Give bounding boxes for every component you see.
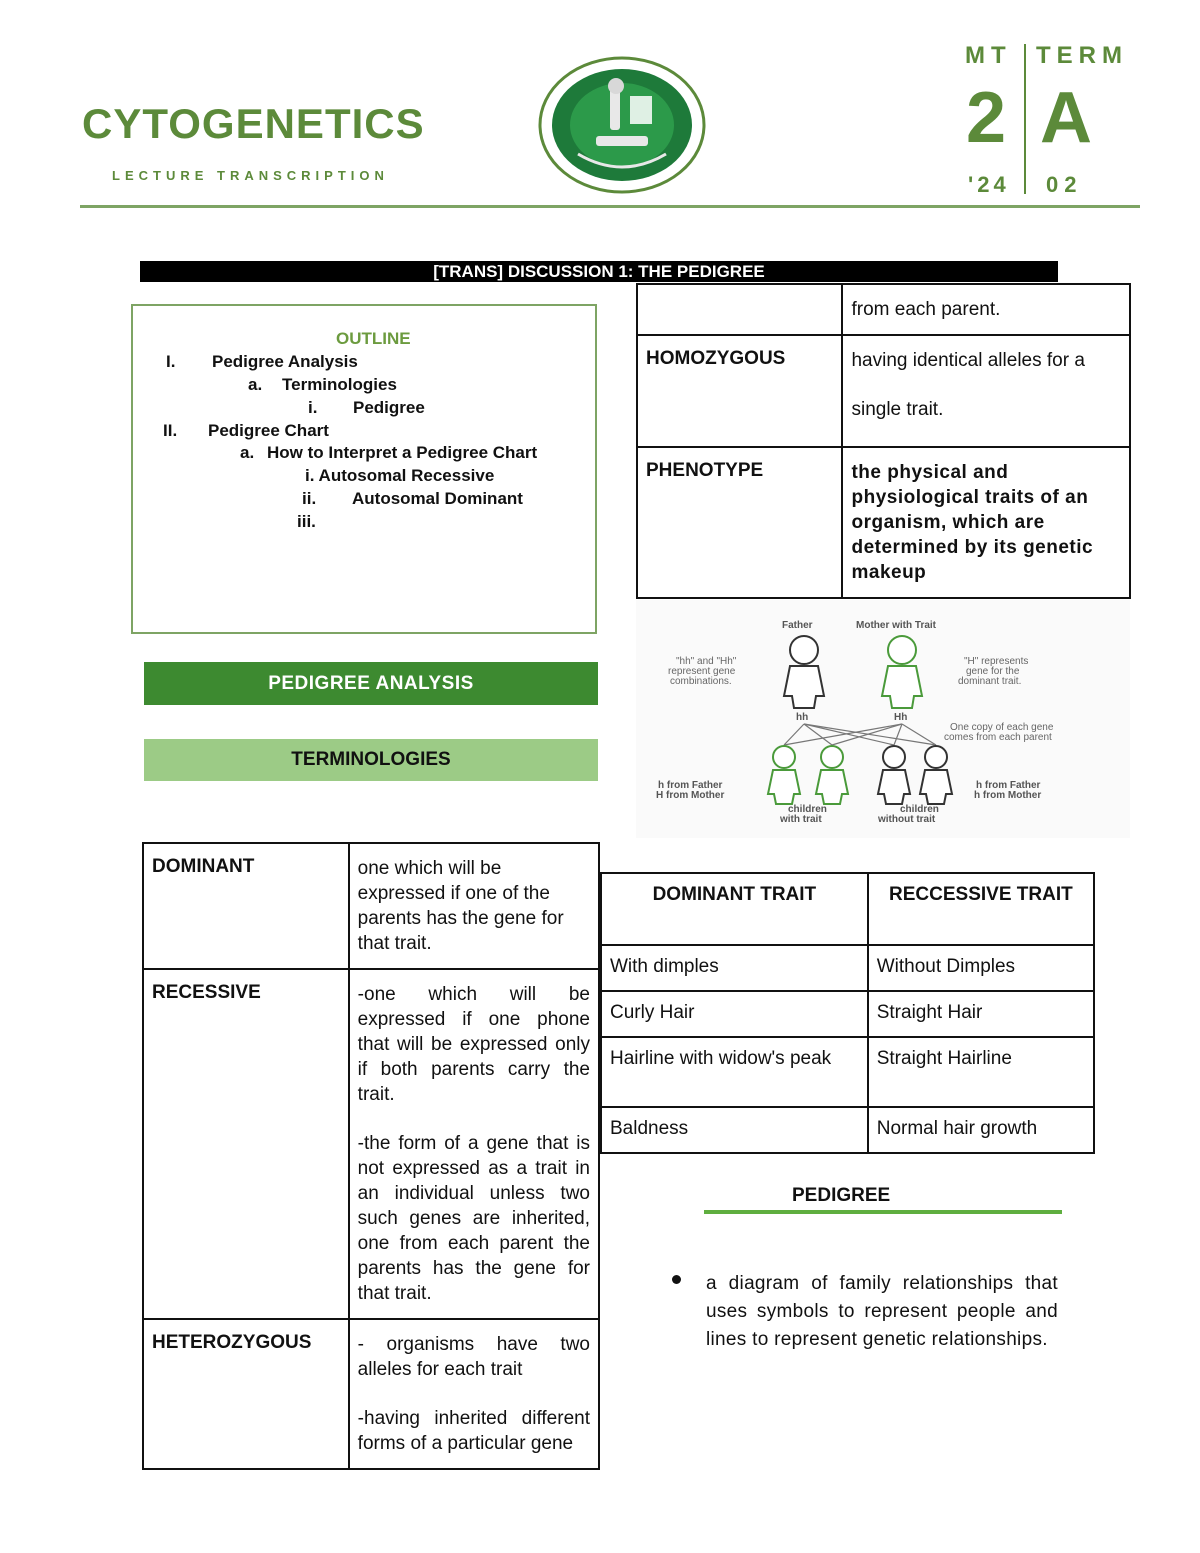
definition-text: one which will be expressed if one of the parents has the gene for that trait.: [357, 858, 564, 954]
outline-marker: ii.: [302, 489, 317, 508]
definition-cell: [349, 969, 599, 1319]
traits-table: [600, 872, 1095, 1154]
diagram-mother-label: Mother with Trait: [856, 620, 936, 631]
table-row: [601, 1107, 1094, 1153]
recessive-trait-cell: Normal hair growth: [868, 1107, 1094, 1153]
pedigree-analysis-heading: PEDIGREE ANALYSIS: [144, 662, 598, 705]
table-row: [143, 969, 599, 1319]
dominant-trait-cell: Curly Hair: [601, 991, 868, 1037]
pedigree-heading-underline: [704, 1210, 1062, 1214]
definition-cell: [349, 843, 599, 969]
outline-marker: a.: [240, 443, 255, 462]
outline-item: Pedigree Chart: [208, 421, 329, 440]
recessive-trait-cell: Straight Hairline: [868, 1037, 1094, 1107]
outline-marker: iii.: [297, 512, 316, 531]
diagram-note-right: dominant trait.: [958, 676, 1022, 687]
outline-marker: I.: [166, 352, 176, 371]
table-row: [601, 945, 1094, 991]
diagram-father-genotype: hh: [796, 712, 809, 723]
dominant-trait-cell: With dimples: [601, 945, 868, 991]
bullet-icon: [672, 1275, 681, 1284]
definition-text: - organisms have two alleles for each trait: [357, 1334, 590, 1380]
term-homozygous: HOMOZYGOUS: [637, 335, 842, 447]
definition-text: -the form of a gene that is not expressed as a trait in an individual unless two such genes are inherited, one from each parent the parents has the gene for that trait.: [357, 1133, 590, 1304]
pedigree-heading: PEDIGREE: [792, 1185, 891, 1206]
term-number: 2: [966, 78, 1007, 158]
header-dominant-trait: DOMINANT TRAIT: [601, 873, 868, 945]
recessive-trait-cell: Without Dimples: [868, 945, 1094, 991]
diagram-note-left: combinations.: [670, 676, 732, 687]
term-section: A: [1040, 78, 1092, 158]
outline-marker: i.: [308, 398, 318, 417]
diagram-children-without: children: [900, 804, 939, 815]
header-recessive-trait: RECCESSIVE TRAIT: [868, 873, 1094, 945]
term-phenotype: PHENOTYPE: [637, 447, 842, 598]
definition-text: from each parent.: [842, 284, 1130, 335]
table-row: [143, 843, 599, 969]
table-row: [143, 1319, 599, 1469]
diagram-children-with: children: [788, 804, 827, 815]
diagram-left-origin: h from Father: [658, 780, 723, 791]
diagram-note-copy: comes from each parent: [944, 732, 1052, 743]
term-divider: [1024, 44, 1026, 194]
outline-item: Pedigree: [353, 398, 425, 417]
term-dominant: DOMINANT: [143, 843, 349, 969]
diagram-father-label: Father: [782, 620, 813, 631]
diagram-right-origin: h from Father: [976, 780, 1041, 791]
outline-item: i. Autosomal Recessive: [305, 466, 495, 485]
diagram-note-left: represent gene: [668, 666, 736, 677]
dominant-trait-cell: Baldness: [601, 1107, 868, 1153]
table-row: [601, 1037, 1094, 1107]
discussion-title: [TRANS] DISCUSSION 1: THE PEDIGREE: [140, 261, 1058, 282]
outline-item: Terminologies: [282, 375, 397, 394]
diagram-note-copy: One copy of each gene: [950, 722, 1054, 733]
outline-item: Autosomal Dominant: [352, 489, 523, 508]
definition-cell: [349, 1319, 599, 1469]
pedigree-definition: a diagram of family relationships that uses symbols to represent people and lines to represent genetic relationships.: [706, 1273, 1058, 1350]
table-row: [637, 335, 1130, 447]
pedigree-inheritance-diagram: [636, 600, 1130, 838]
definition-text: -having inherited different forms of a particular gene: [357, 1408, 590, 1454]
definition-text: -one which will be expressed if one phone that will be expressed only if both parents carry the trait.: [357, 984, 590, 1105]
recessive-trait-cell: Straight Hair: [868, 991, 1094, 1037]
diagram-right-origin: h from Mother: [974, 790, 1042, 801]
term-heterozygous: HETEROZYGOUS: [143, 1319, 349, 1469]
header-divider: [80, 205, 1140, 208]
diagram-children-without: without trait: [878, 814, 936, 825]
definition-text: having identical alleles for a single trait.: [842, 335, 1130, 447]
terminology-table-left: [142, 842, 600, 1470]
dominant-trait-cell: Hairline with widow's peak: [601, 1037, 868, 1107]
table-row: [637, 447, 1130, 598]
table-row: [637, 284, 1130, 335]
diagram-mother-genotype: Hh: [894, 712, 908, 723]
term-term-label: TERM: [1036, 42, 1128, 69]
outline-marker: a.: [248, 375, 263, 394]
definition-text: the physical and physiological traits of an organism, which are determined by its genetic makeup: [842, 447, 1130, 598]
diagram-note-right: "H" represents: [964, 656, 1029, 667]
term-mt-label: MT: [965, 42, 1012, 69]
diagram-children-with: with trait: [780, 814, 822, 825]
brand-subtitle: LECTURE TRANSCRIPTION: [112, 168, 389, 183]
outline-item: Pedigree Analysis: [212, 352, 358, 371]
outline-title: OUTLINE: [336, 329, 411, 348]
outline-item: How to Interpret a Pedigree Chart: [267, 443, 538, 462]
table-row: [601, 991, 1094, 1037]
term-continued: [637, 284, 842, 335]
diagram-note-right: gene for the: [966, 666, 1020, 677]
term-year: '24: [968, 172, 1010, 197]
term-recessive: RECESSIVE: [143, 969, 349, 1319]
diagram-note-left: "hh" and "Hh": [676, 656, 737, 667]
term-lecture-number: 02: [1046, 172, 1083, 197]
table-header-row: [601, 873, 1094, 945]
terminologies-heading: TERMINOLOGIES: [144, 739, 598, 781]
college-seal-logo: [538, 56, 706, 194]
brand-title: CYTOGENETICS: [82, 100, 425, 147]
diagram-left-origin: H from Mother: [656, 790, 725, 801]
terminology-table-right: [636, 283, 1131, 599]
outline-marker: II.: [163, 421, 178, 440]
